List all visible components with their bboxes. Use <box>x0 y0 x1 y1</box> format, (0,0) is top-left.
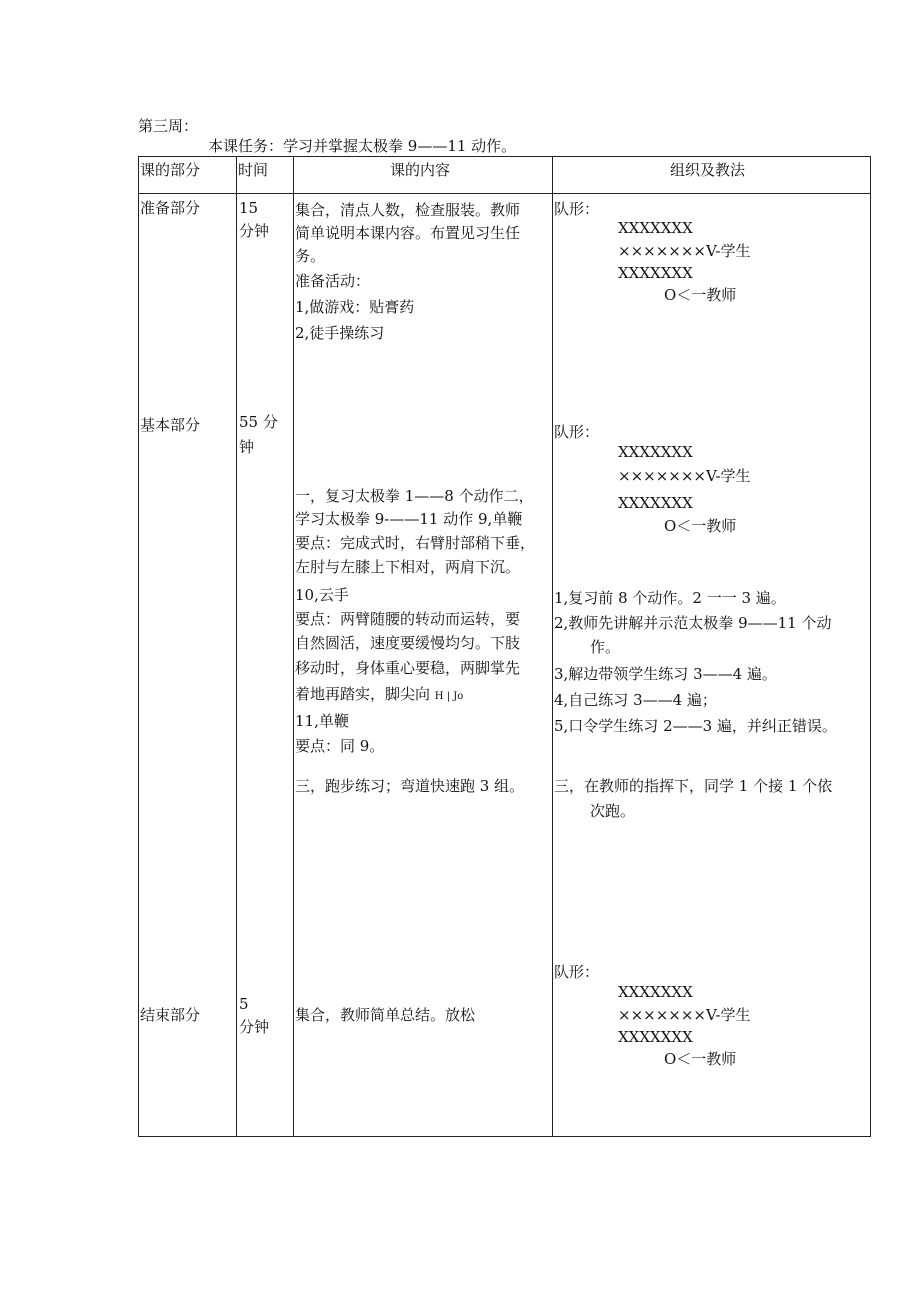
basic-content-line: 移动时，身体重心要稳，两脚掌先 <box>295 659 521 677</box>
col-border <box>138 156 139 1137</box>
prep-content-line: 2,徒手操练习 <box>295 324 385 342</box>
basic-time-value: 55 分 <box>239 413 278 431</box>
basic-content-line: 一，复习太极拳 1——8 个动作二， <box>295 487 534 505</box>
glitch-text: H | Jo <box>434 691 464 702</box>
header-bottom-border <box>138 193 871 194</box>
formation-label: 队形： <box>554 200 600 218</box>
basic-content-line: 着地再踏实，脚尖向 H | Jo <box>295 685 464 703</box>
header-method: 组织及教法 <box>670 161 746 179</box>
header-part: 课的部分 <box>140 161 201 179</box>
basic-content-line: 10,云手 <box>295 586 349 604</box>
basic-content-line: 要点：完成式时，右臂肘部稍下垂， <box>295 534 536 552</box>
end-time-value: 5 <box>239 995 249 1013</box>
prep-time-unit: 分钟 <box>239 222 270 240</box>
formation-row: ×××××××V-学生 <box>618 242 751 260</box>
end-content: 集合，教师简单总结。放松 <box>295 1006 476 1024</box>
formation-row: XXXXXXX <box>618 219 693 237</box>
formation-row: XXXXXXX <box>618 1028 693 1046</box>
header-time: 时间 <box>238 161 269 179</box>
method-item: 5,口令学生练习 2——3 遍，并纠正错误。 <box>554 717 837 735</box>
formation-label: 队形： <box>554 963 600 981</box>
formation-teacher: O＜一教师 <box>664 1050 737 1068</box>
prep-content-line: 务。 <box>295 247 326 265</box>
header-content: 课的内容 <box>390 161 451 179</box>
formation-label: 队形： <box>554 423 600 441</box>
method-item: 2,教师先讲解并示范太极拳 9——11 个动 <box>554 614 832 632</box>
table-top-border <box>138 156 871 157</box>
run-method-cont: 次跑。 <box>590 802 636 820</box>
formation-teacher: O＜一教师 <box>664 286 737 304</box>
basic-content-line: 要点：两臂随腰的转动而运转，要 <box>295 610 521 628</box>
basic-part: 基本部分 <box>140 416 201 434</box>
basic-content-line: 自然圆活，速度要缓慢均匀。下肢 <box>295 634 521 652</box>
prep-content-line: 1,做游戏：贴膏药 <box>295 298 415 316</box>
prep-content-line: 集合，清点人数，检查服装。教师 <box>295 201 521 219</box>
lesson-task: 本课任务：学习并掌握太极拳 9——11 动作。 <box>208 137 517 155</box>
basic-run-content: 三，跑步练习；弯道快速跑 3 组。 <box>295 777 525 795</box>
table-bottom-border <box>138 1136 871 1137</box>
formation-row: XXXXXXX <box>618 983 693 1001</box>
prep-time-value: 15 <box>239 199 259 217</box>
basic-content-line: 学习太极拳 9-——11 动作 9,单鞭 <box>295 510 523 528</box>
week-label: 第三周： <box>138 117 199 135</box>
col-border <box>293 156 294 1137</box>
prep-content-line: 准备活动： <box>295 272 371 290</box>
formation-row: XXXXXXX <box>618 443 693 461</box>
basic-content-line: 要点：同 9。 <box>295 737 385 755</box>
method-item: 1,复习前 8 个动作。2 一一 3 遍。 <box>554 589 786 607</box>
basic-content-line: 左肘与左膝上下相对，两肩下沉。 <box>295 558 521 576</box>
formation-row: ×××××××V-学生 <box>618 1006 751 1024</box>
basic-time-unit: 钟 <box>239 438 255 456</box>
col-border <box>552 156 553 1137</box>
formation-row: ×××××××V-学生 <box>618 467 751 485</box>
run-method: 三，在教师的指挥下，同学 1 个接 1 个依 <box>554 777 833 795</box>
prep-part: 准备部分 <box>140 199 201 217</box>
method-item-cont: 作。 <box>590 638 621 656</box>
method-item: 4,自己练习 3——4 遍； <box>554 691 717 709</box>
method-item: 3,解边带领学生练习 3——4 遍。 <box>554 665 777 683</box>
col-border <box>870 156 871 1137</box>
formation-row: XXXXXXX <box>618 494 693 512</box>
end-part: 结束部分 <box>140 1006 201 1024</box>
basic-content-line: 11,单鞭 <box>295 712 349 730</box>
col-border <box>236 156 237 1137</box>
formation-row: XXXXXXX <box>618 264 693 282</box>
formation-teacher: O＜一教师 <box>664 517 737 535</box>
prep-content-line: 简单说明本课内容。布置见习生任 <box>295 224 521 242</box>
end-time-unit: 分钟 <box>239 1018 270 1036</box>
